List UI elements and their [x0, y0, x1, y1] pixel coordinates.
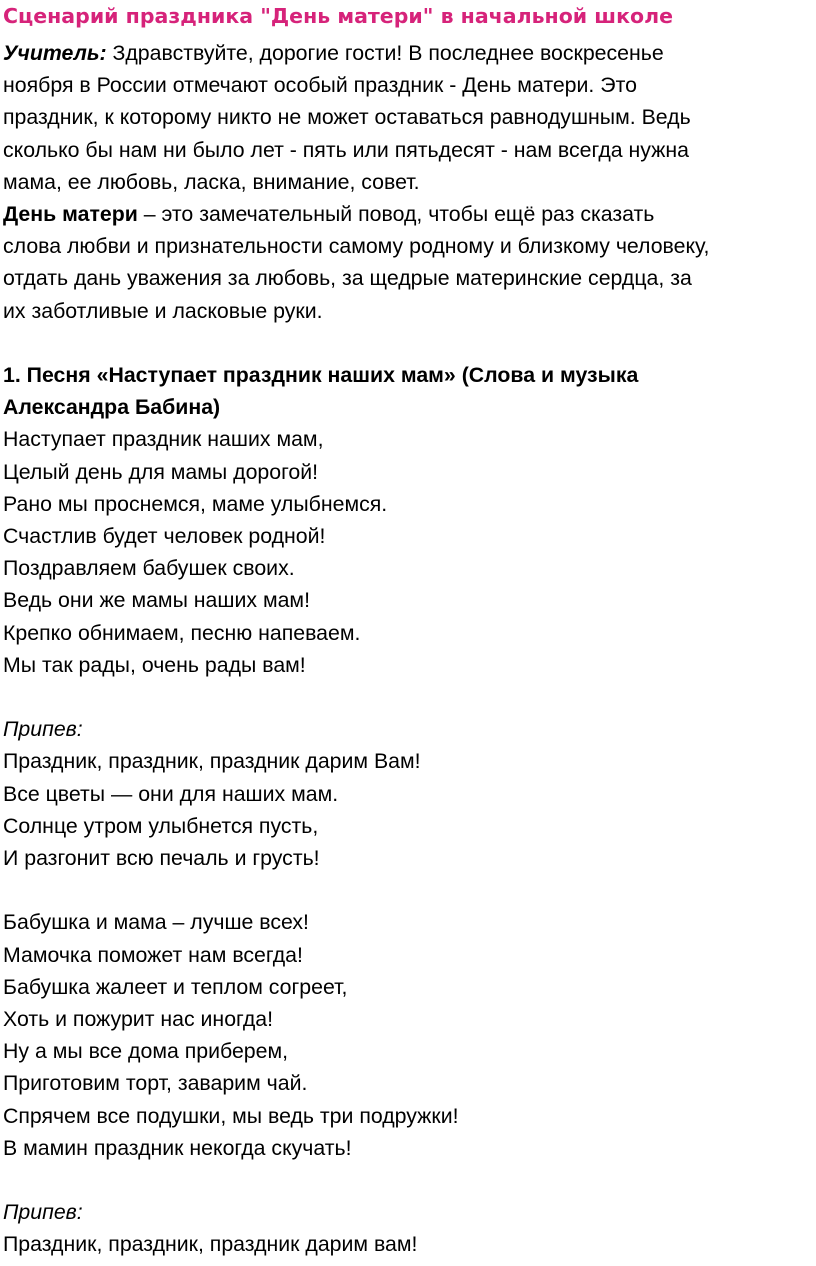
song-heading-line: Александра Бабина)	[3, 395, 221, 420]
lyric-line: Солнце утром улыбнется пусть,	[3, 813, 319, 838]
spacer	[3, 1164, 808, 1196]
lyric-line: Рано мы проснемся, маме улыбнемся.	[3, 491, 388, 516]
spacer	[3, 874, 808, 906]
mothers-day-line: отдать дань уважения за любовь, за щедрые материнские сердца, за	[3, 266, 692, 291]
lyric-line: Ведь они же мамы наших мам!	[3, 588, 310, 613]
speaker-label: Учитель:	[3, 41, 107, 65]
song-heading	[3, 359, 808, 423]
document-title: Сценарий праздника "День матери" в начальной школе	[3, 4, 673, 28]
lyric-line: Поздравляем бабушек своих.	[3, 556, 295, 581]
intro-line: ноября в России отмечают особый праздник - День матери. Это	[3, 73, 637, 98]
intro-line	[3, 37, 808, 69]
chorus-label: Припев:	[3, 1200, 83, 1225]
lyric-line: Хоть и пожурит нас иногда!	[3, 1007, 274, 1032]
song-heading-line: 1. Песня «Наступает праздник наших мам» (Слова и музыка	[3, 363, 639, 388]
lyric-line: Спрячем все подушки, мы ведь три подружки!	[3, 1103, 459, 1128]
spacer	[3, 681, 808, 713]
intro-line: праздник, к которому никто не может оставаться равнодушным. Ведь	[3, 105, 691, 130]
song-chorus	[3, 713, 808, 874]
lyric-line: Счастлив будет человек родной!	[3, 524, 326, 549]
intro-line: мама, ее любовь, ласка, внимание, совет.	[3, 169, 420, 194]
intro-text: Здравствуйте, дорогие гости! В последнее воскресенье	[106, 41, 664, 65]
song-chorus-2	[3, 1196, 808, 1260]
mothers-day-text: – это замечательный повод, чтобы ещё раз сказать	[137, 202, 655, 227]
lyric-line: Праздник, праздник, праздник дарим вам!	[3, 1232, 418, 1257]
chorus-label: Припев:	[3, 717, 83, 742]
lyric-line: Целый день для мамы дорогой!	[3, 459, 319, 484]
mothers-day-line: слова любви и признательности самому родному и близкому человеку,	[3, 234, 710, 259]
lyric-line: В мамин праздник некогда скучать!	[3, 1135, 352, 1160]
lyric-line: Праздник, праздник, праздник дарим Вам!	[3, 749, 421, 774]
intro-line: сколько бы нам ни было лет - пять или пятьдесят - нам всегда нужна	[3, 137, 690, 162]
mothers-day-line: их заботливые и ласковые руки.	[3, 298, 323, 323]
lyric-line: Все цветы — они для наших мам.	[3, 781, 339, 806]
intro-paragraph	[3, 37, 808, 198]
document-body	[3, 37, 808, 1261]
lyric-line: Мы так рады, очень рады вам!	[3, 652, 306, 677]
song-verse-2	[3, 906, 808, 1164]
lyric-line: Бабушка жалеет и теплом согреет,	[3, 974, 348, 999]
mothers-day-term: День матери	[3, 202, 138, 227]
lyric-line: И разгонит всю печаль и грусть!	[3, 846, 320, 871]
lyric-line: Ну а мы все дома приберем,	[3, 1039, 289, 1064]
lyric-line: Наступает праздник наших мам,	[3, 427, 324, 452]
mothers-day-paragraph	[3, 198, 808, 327]
spacer	[3, 327, 808, 359]
lyric-line: Крепко обнимаем, песню напеваем.	[3, 620, 361, 645]
lyric-line: Бабушка и мама – лучше всех!	[3, 910, 309, 935]
lyric-line: Мамочка поможет нам всегда!	[3, 942, 303, 967]
mothers-day-line	[3, 198, 808, 230]
lyric-line: Приготовим торт, заварим чай.	[3, 1071, 308, 1096]
song-verse-1	[3, 423, 808, 681]
